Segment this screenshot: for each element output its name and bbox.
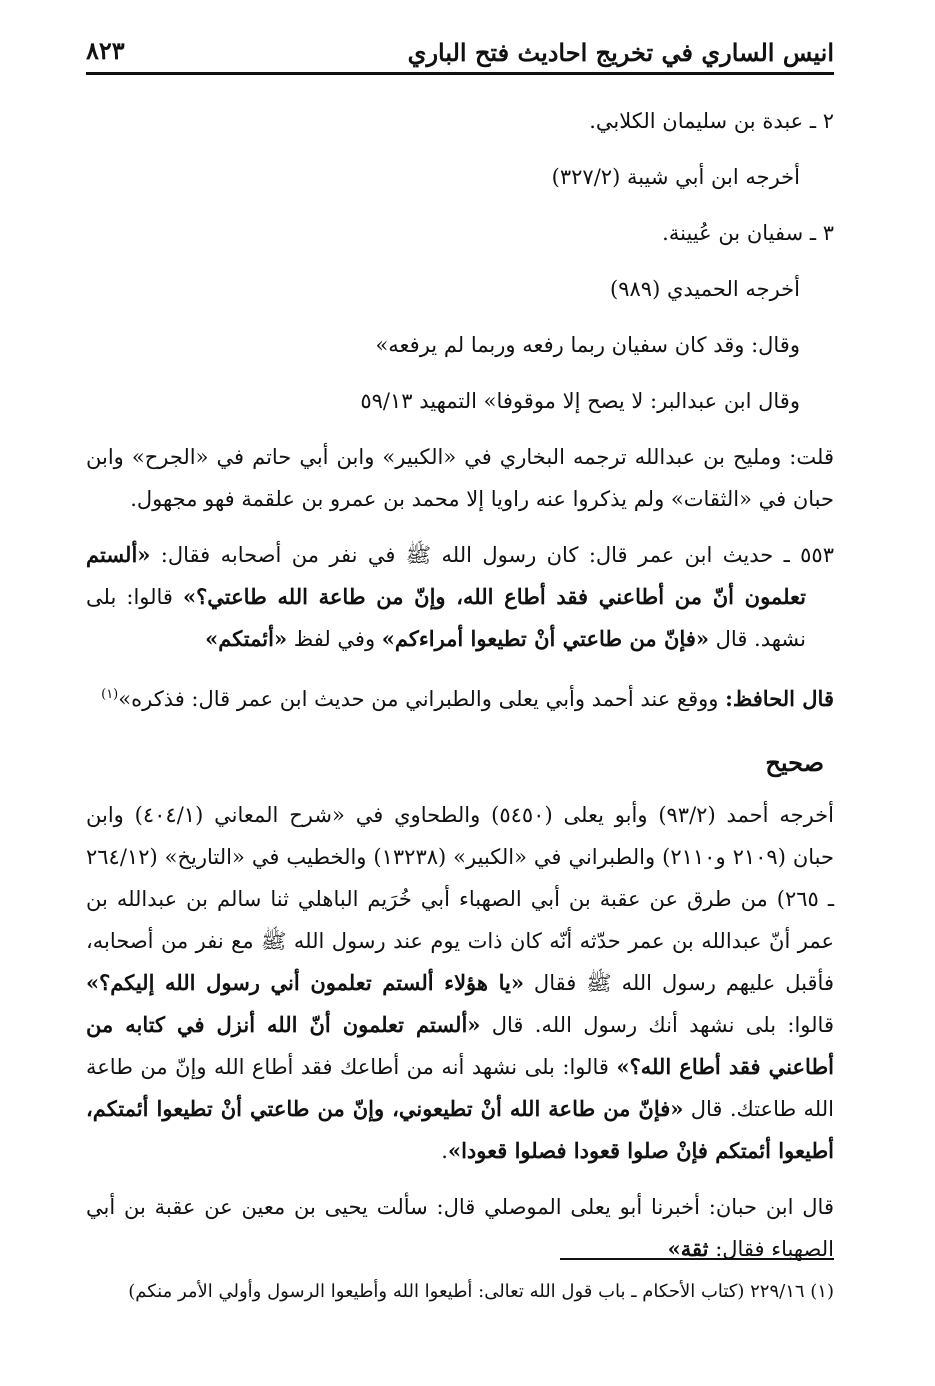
takhrij-paragraph <box>86 794 834 1172</box>
takhrij-item-2: أخرجه ابن أبي شيبة (٣٢٧/٢) <box>551 165 800 189</box>
main-text <box>86 100 834 1284</box>
takhrij-text-2: قالوا: بلى نشهد أنك رسول الله. قال <box>480 1013 834 1037</box>
grading-heading: صحيح <box>765 748 824 777</box>
hadith-553-intro: ٥٥٣ ـ حديث ابن عمر قال: كان رسول الله ﷺ في نفر من أصحابه فقال: <box>150 543 834 567</box>
hadith-553-quote-1: «ألستم تعلمون أنّ من أطاعني فقد أطاع الله، وإنّ من طاعة الله طاعتي؟» <box>86 542 806 609</box>
hafiz-label: قال الحافظ: <box>725 686 834 711</box>
hadith-553 <box>86 534 834 660</box>
narrator-item-2: ٢ ـ عبدة بن سليمان الكلابي. <box>589 109 834 133</box>
takhrij-text-3: قالوا: بلى نشهد أنه من أطاعك فقد أطاع الله وإنّ من طاعة الله طاعتك. قال <box>86 1055 834 1121</box>
humaidi-note: وقال: وقد كان سفيان ربما رفعه وربما لم يرفعه» <box>375 333 800 357</box>
running-header <box>86 28 834 75</box>
hadith-553-mid: قالوا: بلى نشهد. قال <box>86 585 806 651</box>
footnote-ref: (١) <box>101 687 119 702</box>
footnote <box>86 1278 834 1306</box>
ibn-abdulbarr-note: وقال ابن عبدالبر: لا يصح إلا موقوفا» التمهيد ٥٩/١٣ <box>360 389 800 413</box>
takhrij-quote-1: «يا هؤلاء ألستم تعلمون أني رسول الله إليكم؟» <box>86 970 524 995</box>
hafiz-text: ووقع عند أحمد وأبي يعلى والطبراني من حديث ابن عمر قال: فذكره» <box>118 687 726 711</box>
footnote-text: ٢٢٩/١٦ (كتاب الأحكام ـ باب قول الله تعالى: أطيعوا الله وأطيعوا الرسول وأولي الأمر منكم) <box>128 1281 805 1302</box>
footnote-marker: (١) <box>810 1281 834 1302</box>
takhrij-quote-3: «فإنّ من طاعة الله أنْ تطيعوني، وإنّ من طاعتي أنْ تطيعوا أئمتكم، أطيعوا أئمتكم فإنْ صلوا قعودا فصلوا قعودا» <box>86 1096 834 1163</box>
takhrij-text-1: أخرجه أحمد (٩٣/٢) وأبو يعلى (٥٤٥٠) والطحاوي في «شرح المعاني (٤٠٤/١) وابن حبان (٢١٠٩ و٢١١٠) والطبراني في «الكبير» (١٣٢٣٨) والخطيب في «التاريخ» (٢٦٤/١٢ ـ ٢٦٥) من طرق عن عقبة بن أبي الصهباء أبي خُرَيم الباهلي ثنا سالم بن عبدالله بن عمر أنّ عبدالله بن عمر حدّثه أنّه كان ذات يوم عند رسول الله ﷺ مع نفر من أصحابه، فأقبل عليهم رسول الله ﷺ فقال <box>86 803 835 995</box>
footnote-divider <box>560 1258 834 1260</box>
hadith-553-quote-3: «أئمتكم» <box>205 626 288 651</box>
hadith-553-tail: وفي لفظ <box>287 627 382 651</box>
takhrij-text-4: . <box>441 1139 448 1163</box>
ibn-hibban-verdict: ثقة» <box>667 1236 709 1261</box>
page-number: ٨٢٣ <box>86 36 125 65</box>
qultu-paragraph: قلت: ومليح بن عبدالله ترجمه البخاري في «الكبير» وابن أبي حاتم في «الجرح» وابن حبان في «الثقات» ولم يذكروا عنه راويا إلا محمد بن عمرو بن علقمة فهو مجهول. <box>86 445 834 511</box>
narrator-item-3: ٣ ـ سفيان بن عُيينة. <box>662 221 834 245</box>
hafiz-paragraph <box>86 674 834 720</box>
ibn-hibban-text: قال ابن حبان: أخبرنا أبو يعلى الموصلي قال: سألت يحيى بن معين عن عقبة بن أبي الصهباء فقال: <box>86 1195 834 1261</box>
hadith-553-quote-2: «فإنّ من طاعتي أنْ تطيعوا أمراءكم» <box>381 626 709 651</box>
takhrij-quote-2: «ألستم تعلمون أنّ الله أنزل في كتابه من أطاعني فقد أطاع الله؟» <box>86 1012 834 1079</box>
takhrij-item-3: أخرجه الحميدي (٩٨٩) <box>610 277 800 301</box>
book-title: انيس الساري في تخريج احاديث فتح الباري <box>407 38 834 67</box>
